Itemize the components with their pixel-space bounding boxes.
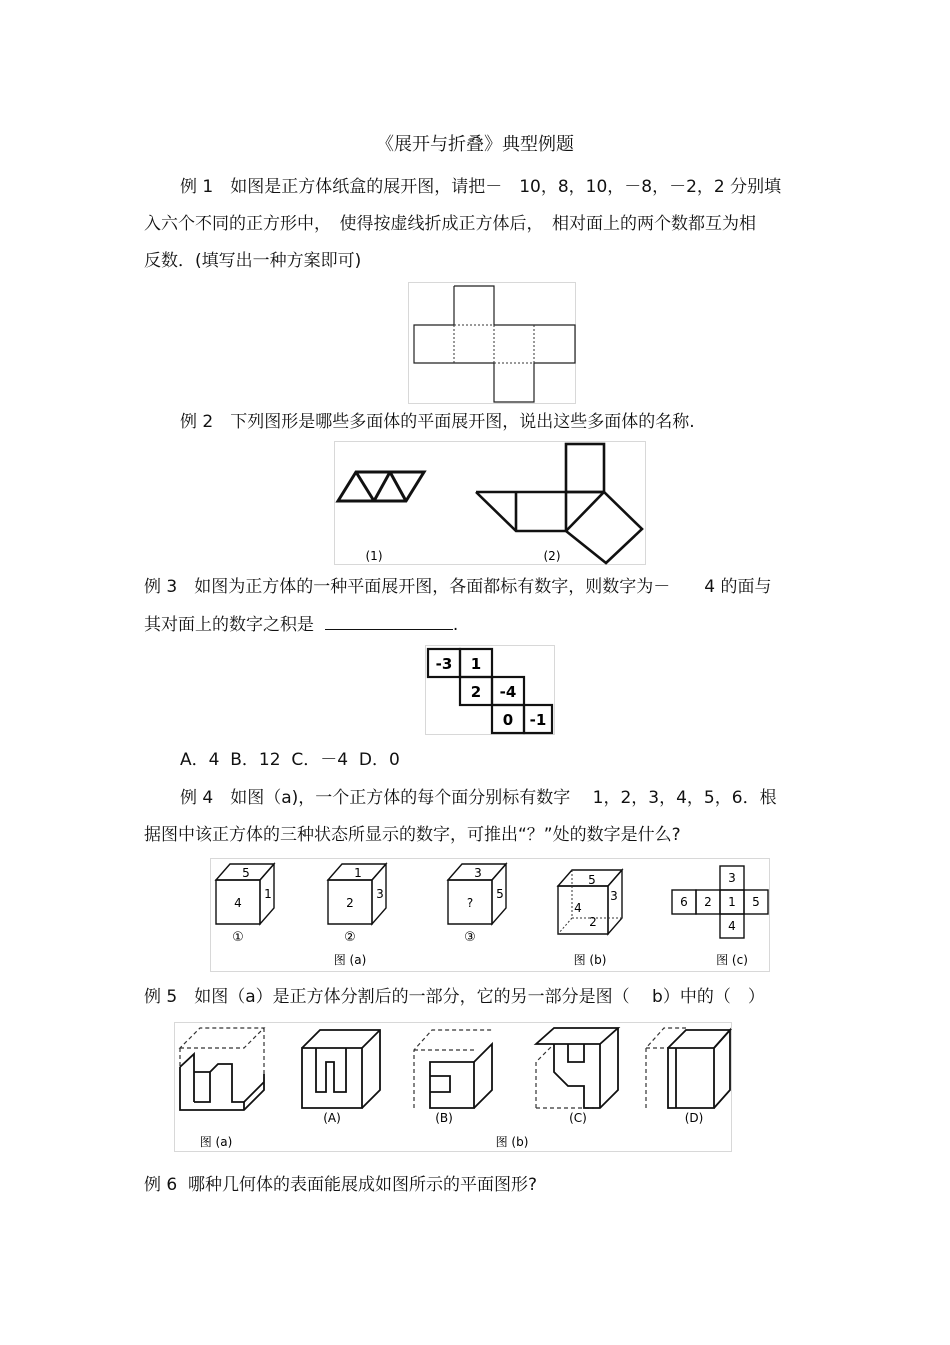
ex4-cube3-label: ③ xyxy=(464,930,476,945)
ex4-cubeb-side: 3 xyxy=(610,889,618,903)
ex5-label-a: (A) xyxy=(323,1111,341,1125)
ex3-line2 xyxy=(144,614,458,635)
ex2-label-1: (1) xyxy=(365,549,383,563)
ex3-line2-end: . xyxy=(452,615,459,635)
ex2-label-2: (2) xyxy=(543,549,561,563)
ex1-line3: 反数．(填写出一种方案即可) xyxy=(144,251,362,271)
ex2-question: 例 2 下列图形是哪些多面体的平面展开图，说出这些多面体的名称. xyxy=(180,412,695,432)
ex4-cubeb-top: 5 xyxy=(588,873,596,887)
ex1-line1: 例 1 如图是正方体纸盒的展开图，请把－ 10，8，10，－8，－2，2 分别填 xyxy=(180,177,782,197)
ex3-line1: 例 3 如图为正方体的一种平面展开图，各面都标有数字，则数字为－ 4 的面与 xyxy=(144,577,772,597)
ex3-cell-3: 2 xyxy=(470,683,482,701)
ex4-cube1-front: 4 xyxy=(234,896,242,910)
ex4-net-cell-4: 1 xyxy=(728,895,736,909)
ex4-cube2-front: 2 xyxy=(346,896,354,910)
ex1-cube-net-figure xyxy=(408,282,576,404)
ex4-cube3-side: 5 xyxy=(496,887,504,901)
ex4-net-cell-5: 5 xyxy=(752,895,760,909)
ex4-cube1-label: ① xyxy=(232,930,244,945)
ex4-cube2-label: ② xyxy=(344,930,356,945)
ex3-answer-blank xyxy=(325,614,453,630)
ex3-cell-4: -4 xyxy=(499,683,517,701)
ex4-cube1-side: 1 xyxy=(264,887,272,901)
ex4-cube2-top: 1 xyxy=(354,866,362,880)
page-title: 《展开与折叠》典型例题 xyxy=(376,134,574,155)
ex3-cell-2: 1 xyxy=(470,655,482,673)
ex3-number-net-figure xyxy=(425,645,555,735)
ex4-line2: 据图中该正方体的三种状态所显示的数字，可推出“？”处的数字是什么? xyxy=(144,825,681,845)
ex4-cubeb-front: 2 xyxy=(589,915,597,929)
ex3-line2-text: 其对面上的数字之积是 xyxy=(144,615,314,635)
ex4-cubes-figure xyxy=(210,858,770,972)
ex2-nets-figure xyxy=(334,441,646,565)
ex4-cube2-side: 3 xyxy=(376,887,384,901)
ex4-net-cell-3: 2 xyxy=(704,895,712,909)
ex4-caption-b: 图 (b) xyxy=(573,953,607,967)
ex6-question: 例 6 哪种几何体的表面能展成如图所示的平面图形? xyxy=(144,1175,538,1195)
ex5-caption-a: 图 (a) xyxy=(199,1135,233,1149)
ex4-caption-c: 图 (c) xyxy=(716,953,748,967)
ex3-cell-1: -3 xyxy=(435,655,453,673)
ex4-caption-a: 图 (a) xyxy=(333,953,367,967)
ex4-cube3-front: ? xyxy=(466,896,474,910)
ex4-line1: 例 4 如图（a)，一个正方体的每个面分别标有数字 1，2，3，4，5，6．根 xyxy=(180,788,777,808)
ex5-label-b: (B) xyxy=(435,1111,453,1125)
ex5-label-d: (D) xyxy=(684,1111,704,1125)
ex4-net-cell-1: 3 xyxy=(728,871,736,885)
ex5-caption-b: 图 (b) xyxy=(495,1135,529,1149)
ex5-question: 例 5 如图（a）是正方体分割后的一部分，它的另一部分是图（ b）中的（ ） xyxy=(144,987,765,1007)
ex5-label-c: (C) xyxy=(569,1111,587,1125)
ex4-net-cell-2: 6 xyxy=(680,895,688,909)
ex3-cell-6: -1 xyxy=(529,711,547,729)
ex4-cubeb-left: 4 xyxy=(574,901,582,915)
ex1-line2: 入六个不同的正方形中， 使得按虚线折成正方体后， 相对面上的两个数都互为相 xyxy=(144,214,756,234)
ex3-cell-5: 0 xyxy=(502,711,514,729)
ex5-cube-parts-figure xyxy=(174,1022,732,1152)
ex4-cube3-top: 3 xyxy=(474,866,482,880)
ex3-options: A．4 B．12 C．－4 D．0 xyxy=(180,750,400,770)
ex4-net-cell-6: 4 xyxy=(728,919,736,933)
ex4-cube1-top: 5 xyxy=(242,866,250,880)
